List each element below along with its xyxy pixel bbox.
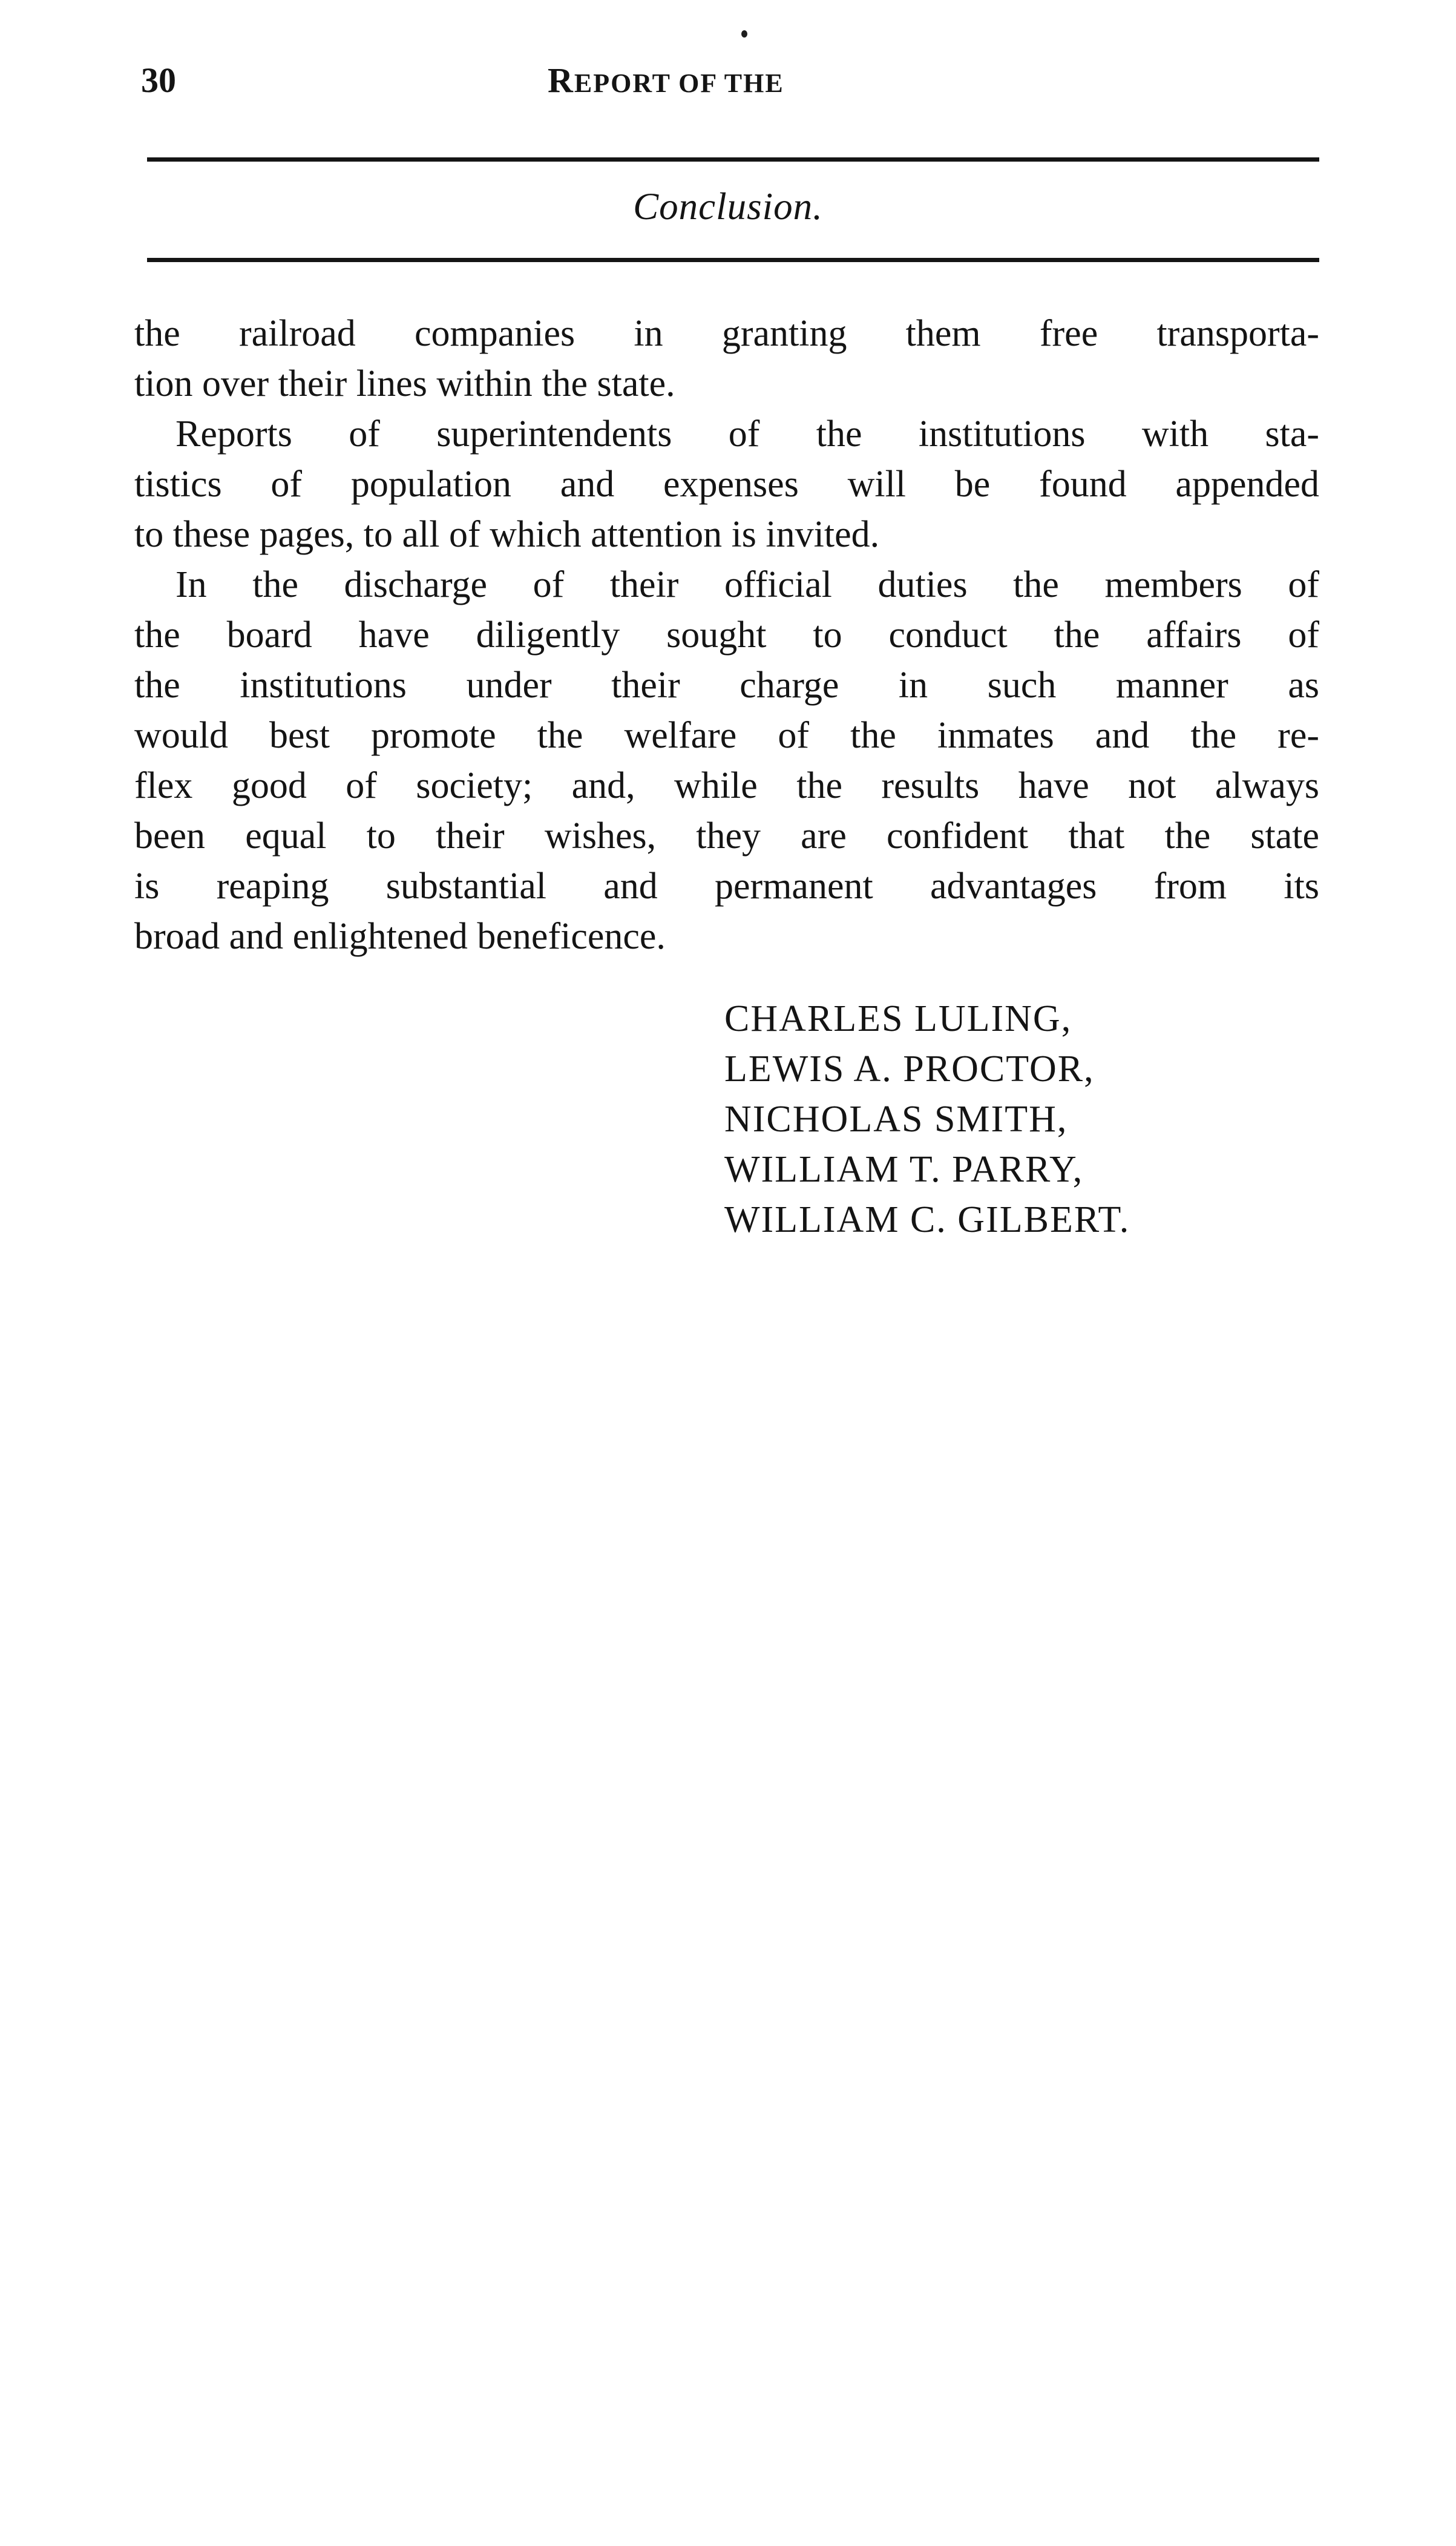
body-line: Reports of superintendents of the institutions with sta-: [175, 413, 1319, 455]
signatory-name: CHARLES LULING,: [724, 998, 1072, 1039]
body-line: to these pages, to all of which attention is invited.: [134, 514, 880, 555]
signatory-name: NICHOLAS SMITH,: [724, 1099, 1068, 1140]
body-text: [134, 309, 1319, 962]
running-head: [548, 63, 784, 98]
body-line: broad and enlightened beneficence.: [134, 916, 666, 957]
bottom-rule: [147, 258, 1319, 262]
body-line: In the discharge of their official duties the members of: [175, 564, 1319, 605]
signatory-name: WILLIAM C. GILBERT.: [724, 1199, 1130, 1240]
body-line: is reaping substantial and permanent advantages from its: [134, 866, 1319, 907]
printer-mark: [741, 30, 747, 38]
body-line: tistics of population and expenses will be found appended: [134, 464, 1319, 505]
section-title: Conclusion.: [633, 185, 823, 228]
signatory-name: LEWIS A. PROCTOR,: [724, 1048, 1095, 1090]
body-line: flex good of society; and, while the results have not always: [134, 765, 1319, 806]
signatory-name: WILLIAM T. PARRY,: [724, 1149, 1084, 1190]
body-line: the board have diligently sought to conduct the affairs of: [134, 614, 1319, 656]
body-line: the railroad companies in granting them free transporta-: [134, 313, 1319, 354]
body-line: tion over their lines within the state.: [134, 363, 675, 404]
body-line: been equal to their wishes, they are confident that the state: [134, 815, 1319, 857]
top-rule: [147, 157, 1319, 162]
body-line: would best promote the welfare of the inmates and the re-: [134, 715, 1319, 756]
body-line: the institutions under their charge in such manner as: [134, 665, 1319, 706]
running-head-initial: R: [548, 61, 574, 100]
signature-block: [724, 994, 1130, 1245]
page-number: 30: [141, 61, 176, 100]
running-head-rest: EPORT OF THE: [574, 68, 784, 98]
